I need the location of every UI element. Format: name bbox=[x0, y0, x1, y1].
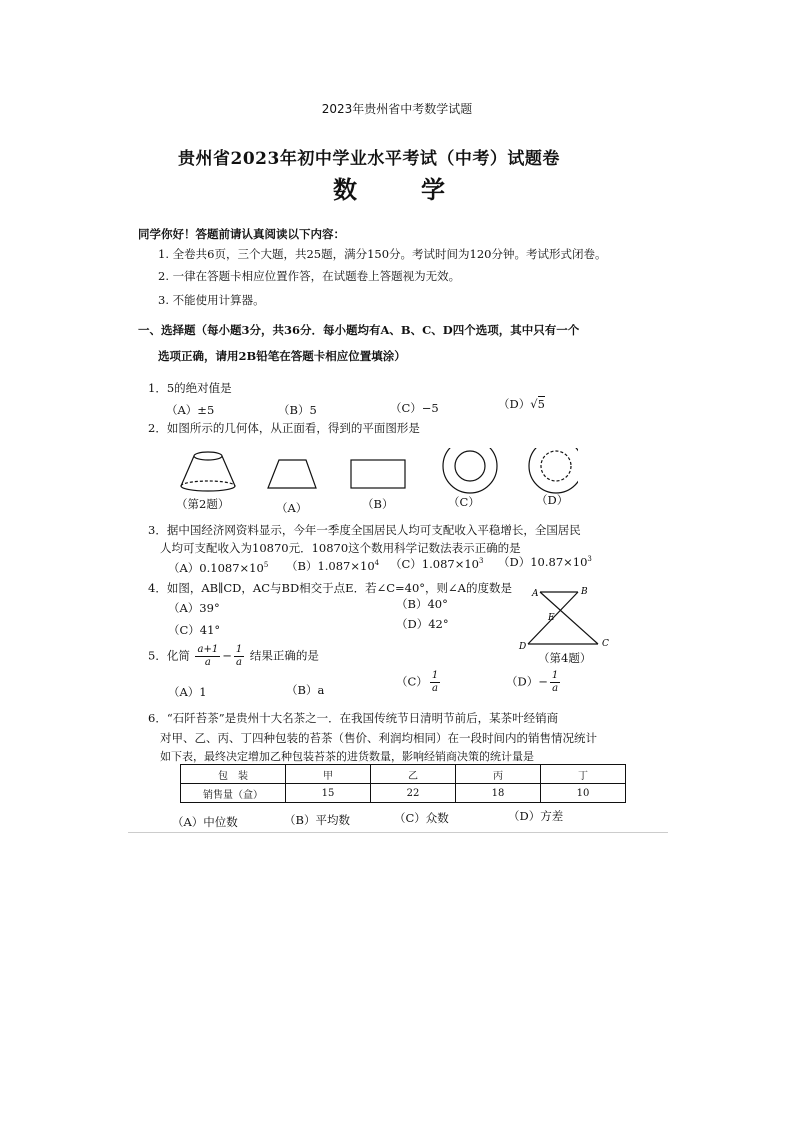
q5-frac2-num: 1 bbox=[235, 644, 243, 655]
q5-stem-suffix: 结果正确的是 bbox=[249, 648, 319, 663]
table-header-cell: 丁 bbox=[541, 765, 626, 784]
q2-option-a: （A） bbox=[276, 501, 308, 515]
q3-option-d-text: （D）10.87×10 bbox=[498, 555, 588, 569]
notice-item-3: 3. 不能使用计算器。 bbox=[158, 293, 265, 307]
q5-option-c-den: a bbox=[432, 683, 438, 694]
q5-frac1-den: a bbox=[204, 657, 211, 668]
q6-option-d: （D）方差 bbox=[508, 809, 564, 823]
q1-option-b: （B）5 bbox=[278, 403, 317, 417]
page-bottom-divider bbox=[128, 832, 668, 833]
q6-line3: 如下表，最终决定增加乙种包装苔茶的进货数量，影响经销商决策的统计量是 bbox=[160, 750, 534, 763]
notice-item-1: 1. 全卷共6页，三个大题，共25题，满分150分。考试时间为120分钟。考试形式闭卷。 bbox=[158, 247, 607, 261]
trapezoid-icon bbox=[268, 460, 316, 488]
q5-option-c-prefix: （C） bbox=[396, 674, 428, 689]
table-header-row bbox=[181, 765, 626, 784]
q6-line2: 对甲、乙、丙、丁四种包装的苔茶（售价、利润均相同）在一段时间内的销售情况统计 bbox=[160, 731, 597, 745]
q5-fraction-2 bbox=[234, 644, 244, 669]
q5-option-d-den: a bbox=[552, 683, 559, 694]
q5-option-d-prefix: （D）− bbox=[506, 674, 548, 689]
q3-option-b bbox=[286, 558, 379, 574]
q6-line1: 6．“石阡苔茶”是贵州十大名茶之一．在我国传统节日清明节前后，某茶叶经销商 bbox=[148, 711, 559, 725]
table-cell: 10 bbox=[541, 784, 626, 803]
table-row bbox=[181, 784, 626, 803]
q1-option-c: （C）−5 bbox=[390, 401, 439, 415]
sales-table bbox=[180, 764, 626, 803]
q6-option-a: （A）中位数 bbox=[172, 815, 238, 829]
q4-stem: 4．如图，AB∥CD，AC与BD相交于点E．若∠C=40°，则∠A的度数是 bbox=[148, 581, 512, 595]
exam-page-scan bbox=[128, 138, 668, 838]
q3-line1: 3．据中国经济网资料显示，今年一季度全国居民人均可支配收入平稳增长，全国居民 bbox=[148, 523, 581, 537]
q3-line2: 人均可支配收入为10870元．10870这个数用科学记数法表示正确的是 bbox=[160, 541, 521, 555]
q5-option-d-frac bbox=[550, 670, 560, 695]
section1-line2: 选项正确，请用2B铅笔在答题卡相应位置填涂） bbox=[158, 349, 406, 363]
q6-option-b: （B）平均数 bbox=[284, 813, 350, 827]
subject-title: 数 学 bbox=[333, 175, 465, 204]
q2-caption: （第2题） bbox=[176, 497, 230, 511]
table-header-cell: 丙 bbox=[456, 765, 541, 784]
q3-option-c-exp: 3 bbox=[479, 557, 484, 566]
q5-option-c bbox=[396, 670, 442, 695]
q3-option-a-exp: 5 bbox=[263, 561, 269, 570]
q5-option-c-frac bbox=[430, 670, 440, 695]
q3-option-c-text: （C）1.087×10 bbox=[390, 557, 479, 571]
q5-frac2-den: a bbox=[236, 657, 242, 668]
label-b: B bbox=[581, 587, 588, 597]
q1-option-d bbox=[498, 396, 545, 412]
table-header-cell: 乙 bbox=[371, 765, 456, 784]
double-circle-icon bbox=[443, 448, 497, 493]
q5-option-d bbox=[506, 670, 562, 695]
q5-frac1-num: a+1 bbox=[197, 644, 219, 655]
q4-option-b: （B）40° bbox=[396, 597, 448, 611]
q3-option-d bbox=[498, 554, 592, 570]
q1-option-d-radicand: 5 bbox=[537, 397, 545, 411]
q5-stem-prefix: 5．化简 bbox=[148, 648, 190, 663]
q1-option-a: （A）±5 bbox=[166, 403, 215, 417]
rectangle-icon bbox=[351, 460, 405, 488]
label-e: E bbox=[548, 613, 555, 623]
q2-option-c: （C） bbox=[448, 495, 480, 509]
q5-fraction-1 bbox=[195, 644, 220, 669]
table-cell: 18 bbox=[456, 784, 541, 803]
q4-option-c: （C）41° bbox=[168, 623, 221, 637]
table-header-cell: 甲 bbox=[286, 765, 371, 784]
page-title: 2023年贵州省中考数学试题 bbox=[321, 102, 473, 116]
label-d: D bbox=[519, 642, 527, 652]
q5-minus: − bbox=[222, 648, 232, 663]
q5-option-a: （A）1 bbox=[168, 685, 207, 699]
q2-option-b: （B） bbox=[362, 497, 394, 511]
exam-header: 贵州省2023年初中学业水平考试（中考）试题卷 bbox=[178, 149, 560, 169]
q5-option-d-num: 1 bbox=[551, 670, 559, 681]
q3-option-d-exp: 3 bbox=[587, 555, 592, 564]
section1-line1: 一、选择题（每小题3分，共36分．每小题均有A、B、C、D四个选项，其中只有一个 bbox=[138, 323, 580, 337]
table-cell: 22 bbox=[371, 784, 456, 803]
notice-intro: 同学你好！答题前请认真阅读以下内容： bbox=[138, 227, 345, 241]
label-a: A bbox=[532, 589, 539, 599]
q2-stem: 2．如图所示的几何体，从正面看，得到的平面图形是 bbox=[148, 421, 420, 435]
table-cell: 15 bbox=[286, 784, 371, 803]
q3-option-b-text: （B）1.087×10 bbox=[286, 559, 375, 573]
table-header-cell: 包 装 bbox=[181, 765, 286, 784]
q6-option-c: （C）众数 bbox=[394, 811, 449, 825]
q3-option-a-text: （A）0.1087×10 bbox=[168, 561, 264, 575]
notice-item-2: 2. 一律在答题卡相应位置作答，在试题卷上答题视为无效。 bbox=[158, 269, 461, 283]
q5-stem bbox=[148, 644, 319, 669]
q2-option-d: （D） bbox=[536, 493, 569, 507]
sqrt-icon: √ bbox=[530, 397, 538, 411]
q4-option-d: （D）42° bbox=[396, 617, 449, 631]
label-c: C bbox=[602, 639, 609, 649]
frustum-icon bbox=[181, 452, 235, 491]
q4-caption: （第4题） bbox=[538, 651, 592, 665]
q3-option-b-exp: 4 bbox=[374, 559, 380, 568]
q1-option-d-prefix: （D） bbox=[498, 397, 531, 411]
q3-option-a bbox=[168, 560, 268, 576]
q1-stem: 1．5的绝对值是 bbox=[148, 381, 232, 395]
circle-dashed-inner-icon bbox=[529, 448, 578, 493]
q5-option-b: （B）a bbox=[286, 683, 325, 697]
table-cell: 销售量（盒） bbox=[181, 784, 286, 803]
q5-option-c-num: 1 bbox=[431, 670, 439, 681]
q4-option-a: （A）39° bbox=[168, 601, 220, 615]
q3-option-c bbox=[390, 556, 483, 572]
